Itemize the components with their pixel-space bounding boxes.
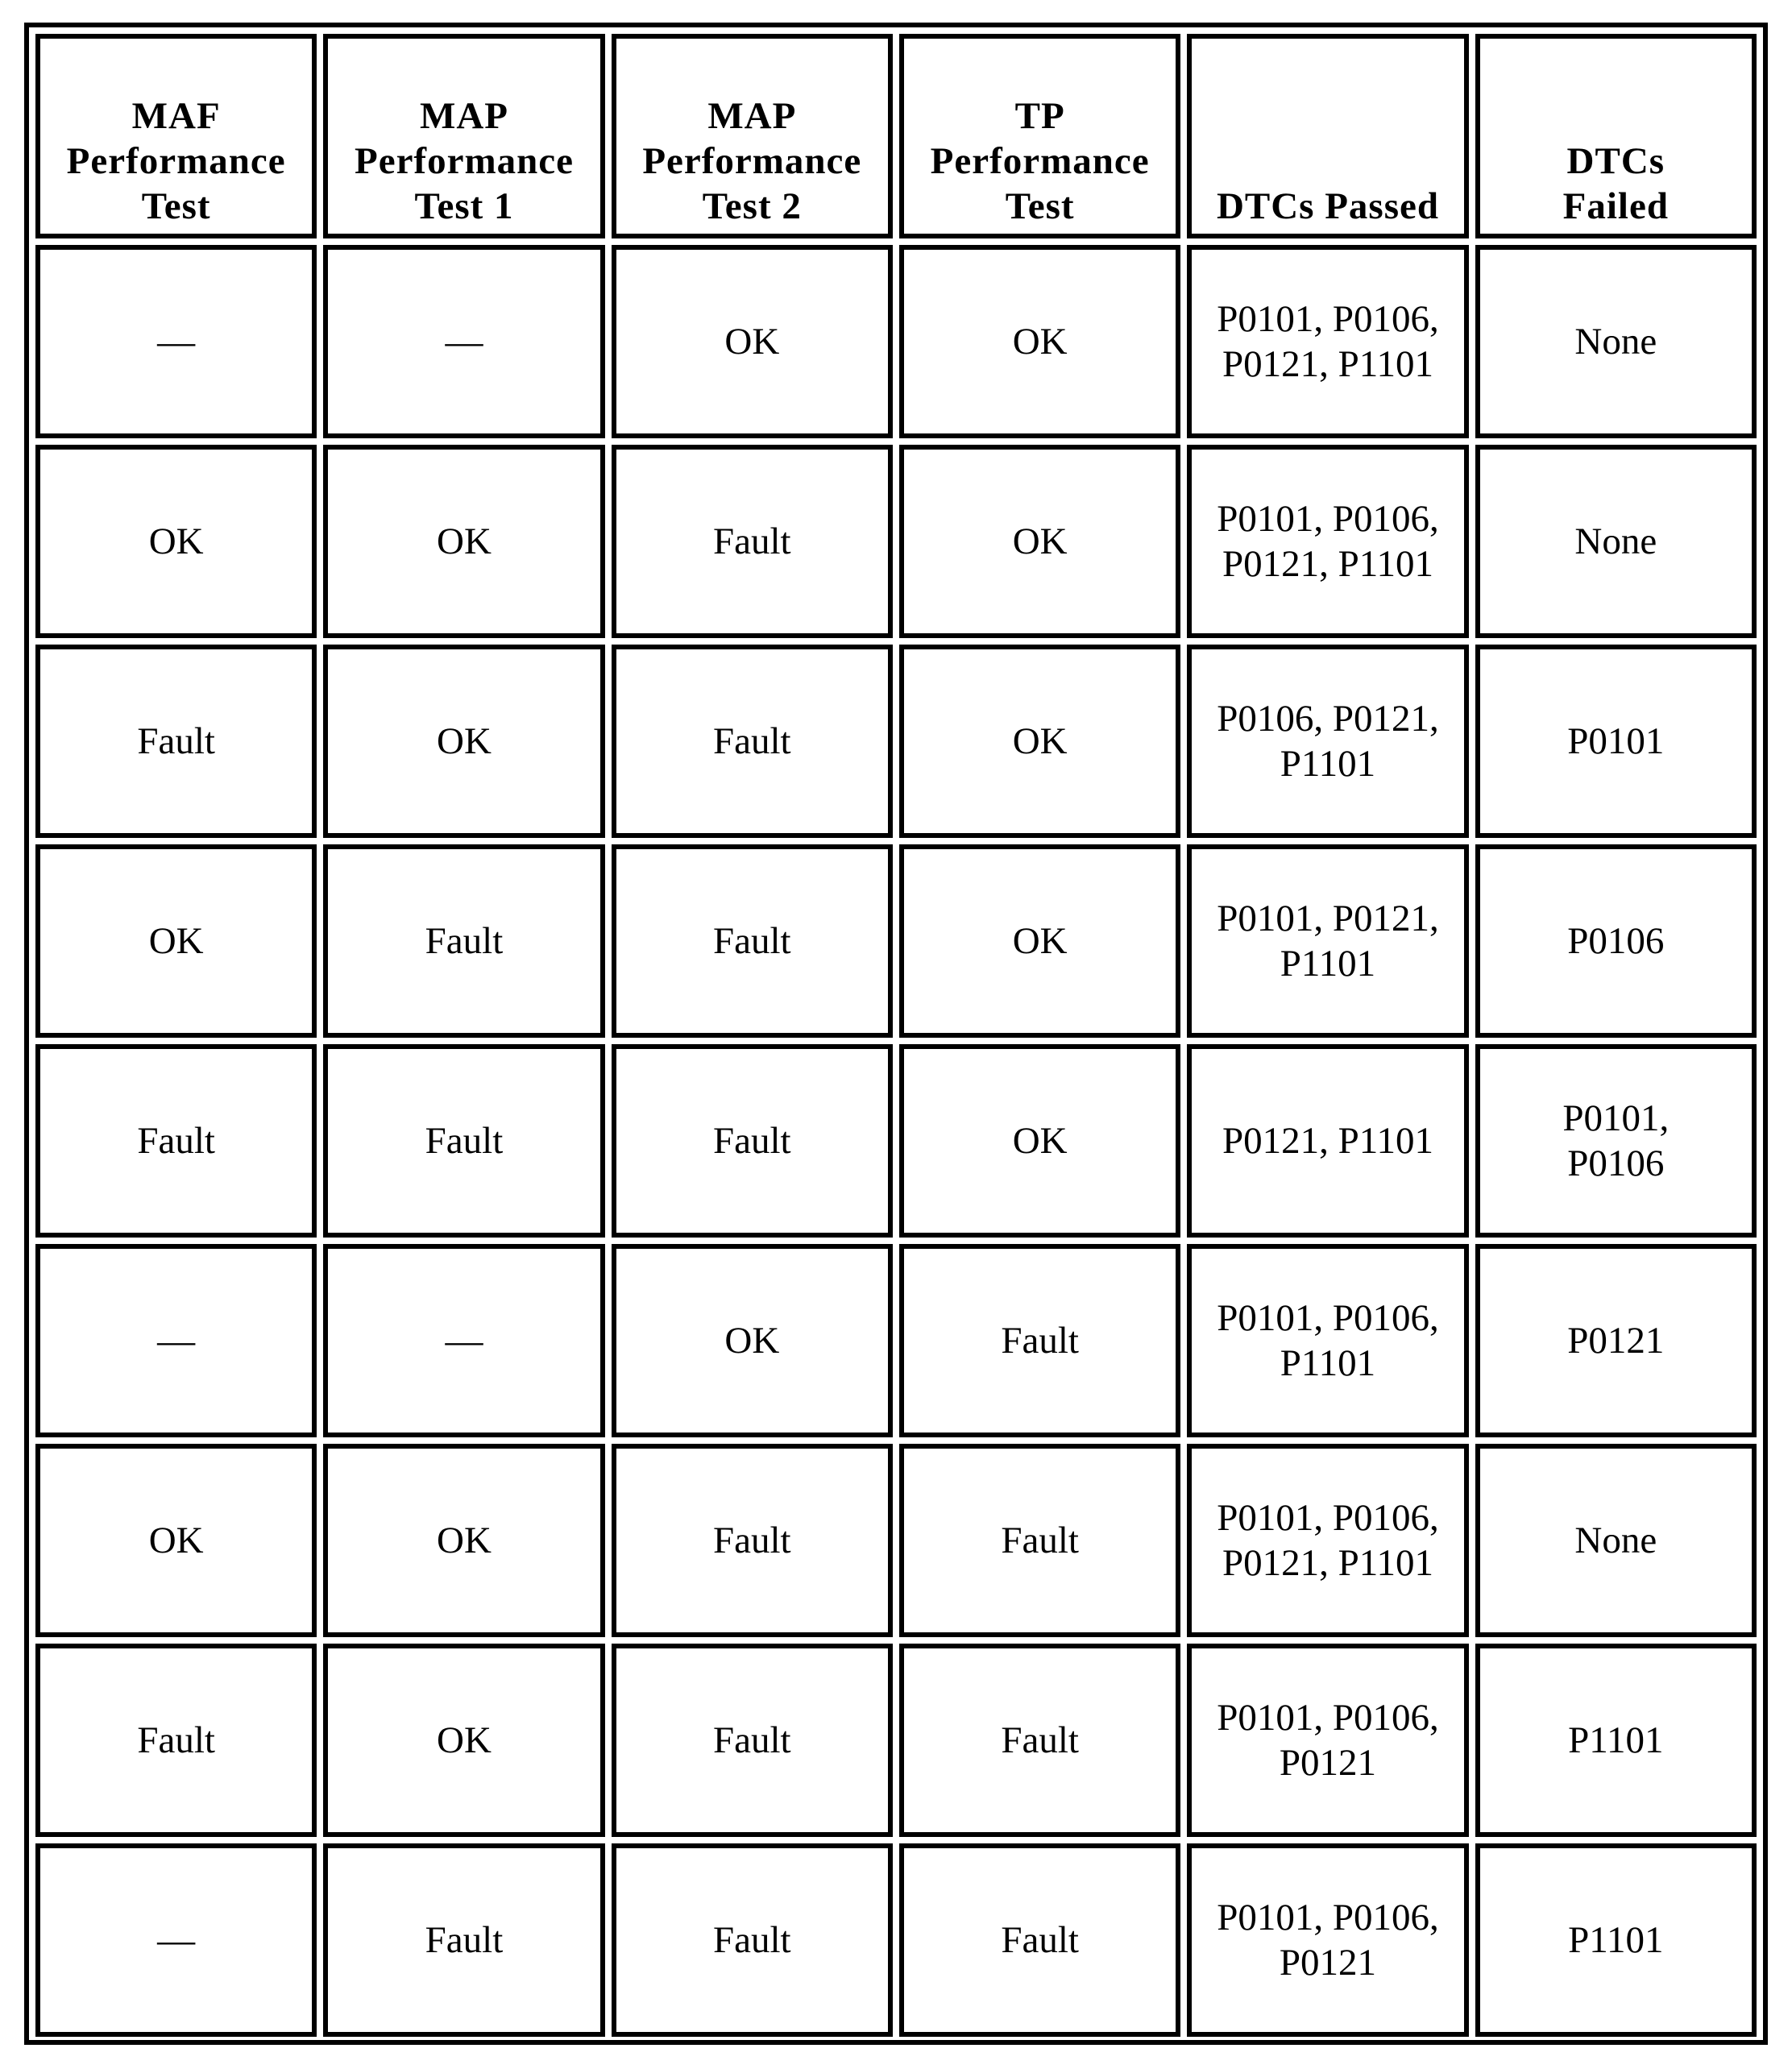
cell-line: P0101, P0106, [1217, 1497, 1439, 1539]
dtcs-passed-cell [1187, 1644, 1468, 1837]
map-test-2-cell: Fault [612, 1444, 893, 1637]
table-row [35, 1843, 1757, 2037]
maf-cell: OK [35, 445, 317, 638]
cell-line: P0101, P0106, [1217, 498, 1439, 540]
table-body [35, 245, 1757, 2037]
cell-line: P0121 [1279, 1742, 1377, 1784]
dtcs-passed-header [1187, 34, 1468, 238]
map-test-1-cell: OK [323, 1644, 604, 1837]
header-line: MAF [131, 95, 221, 137]
table-row [35, 1444, 1757, 1637]
tp-cell: OK [899, 645, 1180, 838]
map-test-2-cell: OK [612, 1244, 893, 1437]
dtcs-passed-cell [1187, 1044, 1468, 1238]
dtcs-failed-cell [1475, 245, 1757, 438]
map-test-1-header [323, 34, 604, 238]
header-line: Failed [1562, 185, 1669, 227]
cell-line: P0121 [1279, 1942, 1377, 1984]
cell-line: P0121, P1101 [1222, 543, 1433, 585]
cell-line: P0106, P0121, [1217, 698, 1439, 740]
map-test-2-header [612, 34, 893, 238]
map-test-2-cell: Fault [612, 844, 893, 1038]
header-line: MAP [419, 95, 508, 137]
dtcs-failed-header [1475, 34, 1757, 238]
dtcs-passed-cell [1187, 245, 1468, 438]
cell-line: P1101 [1568, 1719, 1664, 1761]
dtcs-failed-cell [1475, 445, 1757, 638]
table-row [35, 645, 1757, 838]
header-line: Performance [930, 140, 1150, 182]
tp-cell: Fault [899, 1843, 1180, 2037]
cell-line: P0101, P0106, [1217, 1697, 1439, 1739]
cell-line: P0106 [1567, 1142, 1665, 1184]
map-test-1-cell: Fault [323, 844, 604, 1038]
dtc-table [29, 27, 1763, 2043]
map-test-1-cell: Fault [323, 1044, 604, 1238]
table-row [35, 844, 1757, 1038]
tp-cell: Fault [899, 1444, 1180, 1637]
tp-test-header [899, 34, 1180, 238]
header-line: Test 1 [414, 185, 514, 227]
header-line: Test 2 [702, 185, 802, 227]
header-line: TP [1014, 95, 1065, 137]
maf-cell: — [35, 1244, 317, 1437]
maf-cell: Fault [35, 645, 317, 838]
maf-cell: OK [35, 1444, 317, 1637]
maf-cell: — [35, 1843, 317, 2037]
maf-cell: — [35, 245, 317, 438]
dtcs-passed-cell [1187, 645, 1468, 838]
dtcs-passed-cell [1187, 445, 1468, 638]
header-line: Test [1005, 185, 1075, 227]
map-test-2-cell: Fault [612, 1044, 893, 1238]
dtcs-failed-cell [1475, 1044, 1757, 1238]
cell-line: P0101 [1567, 720, 1665, 762]
tp-cell: OK [899, 245, 1180, 438]
header-line: Performance [642, 140, 862, 182]
maf-test-header [35, 34, 317, 238]
dtcs-failed-cell [1475, 1244, 1757, 1437]
dtcs-failed-cell [1475, 1843, 1757, 2037]
cell-line: P0121, P1101 [1222, 1542, 1433, 1584]
dtcs-failed-cell [1475, 1644, 1757, 1837]
dtcs-failed-cell [1475, 645, 1757, 838]
maf-cell: OK [35, 844, 317, 1038]
dtcs-passed-cell [1187, 1843, 1468, 2037]
dtcs-failed-cell [1475, 844, 1757, 1038]
header-line: Performance [66, 140, 286, 182]
table-row [35, 1044, 1757, 1238]
tp-cell: OK [899, 445, 1180, 638]
table-row [35, 245, 1757, 438]
map-test-1-cell: Fault [323, 1843, 604, 2037]
tp-cell: Fault [899, 1244, 1180, 1437]
cell-line: P0121 [1567, 1320, 1665, 1362]
map-test-1-cell: OK [323, 445, 604, 638]
map-test-2-cell: Fault [612, 645, 893, 838]
header-line: DTCs Passed [1216, 185, 1440, 227]
cell-line: None [1574, 1520, 1657, 1561]
cell-line: P0101, P0106, [1217, 298, 1439, 340]
header-line: DTCs [1566, 140, 1665, 182]
cell-line: None [1574, 321, 1657, 363]
map-test-2-cell: Fault [612, 1644, 893, 1837]
cell-line: P0101, P0121, [1217, 898, 1439, 939]
header-line: Test [141, 185, 211, 227]
cell-line: P1101 [1280, 1342, 1376, 1384]
cell-line: None [1574, 520, 1657, 562]
map-test-1-cell: — [323, 1244, 604, 1437]
map-test-2-cell: OK [612, 245, 893, 438]
table-row [35, 1644, 1757, 1837]
cell-line: P1101 [1568, 1919, 1664, 1961]
cell-line: P0101, [1562, 1097, 1670, 1139]
map-test-1-cell: OK [323, 1444, 604, 1637]
table-row [35, 445, 1757, 638]
map-test-2-cell: Fault [612, 445, 893, 638]
map-test-1-cell: OK [323, 645, 604, 838]
maf-cell: Fault [35, 1044, 317, 1238]
cell-line: P1101 [1280, 943, 1376, 985]
cell-line: P0121, P1101 [1222, 1120, 1433, 1162]
map-test-2-cell: Fault [612, 1843, 893, 2037]
cell-line: P1101 [1280, 743, 1376, 785]
dtcs-passed-cell [1187, 1244, 1468, 1437]
tp-cell: Fault [899, 1644, 1180, 1837]
table-frame [24, 23, 1768, 2045]
tp-cell: OK [899, 844, 1180, 1038]
map-test-1-cell: — [323, 245, 604, 438]
maf-cell: Fault [35, 1644, 317, 1837]
dtcs-passed-cell [1187, 844, 1468, 1038]
header-line: MAP [707, 95, 797, 137]
header-row [35, 34, 1757, 238]
cell-line: P0101, P0106, [1217, 1897, 1439, 1938]
cell-line: P0101, P0106, [1217, 1297, 1439, 1339]
dtcs-passed-cell [1187, 1444, 1468, 1637]
dtcs-failed-cell [1475, 1444, 1757, 1637]
cell-line: P0121, P1101 [1222, 343, 1433, 385]
cell-line: P0106 [1567, 920, 1665, 962]
table-row [35, 1244, 1757, 1437]
tp-cell: OK [899, 1044, 1180, 1238]
header-line: Performance [355, 140, 574, 182]
